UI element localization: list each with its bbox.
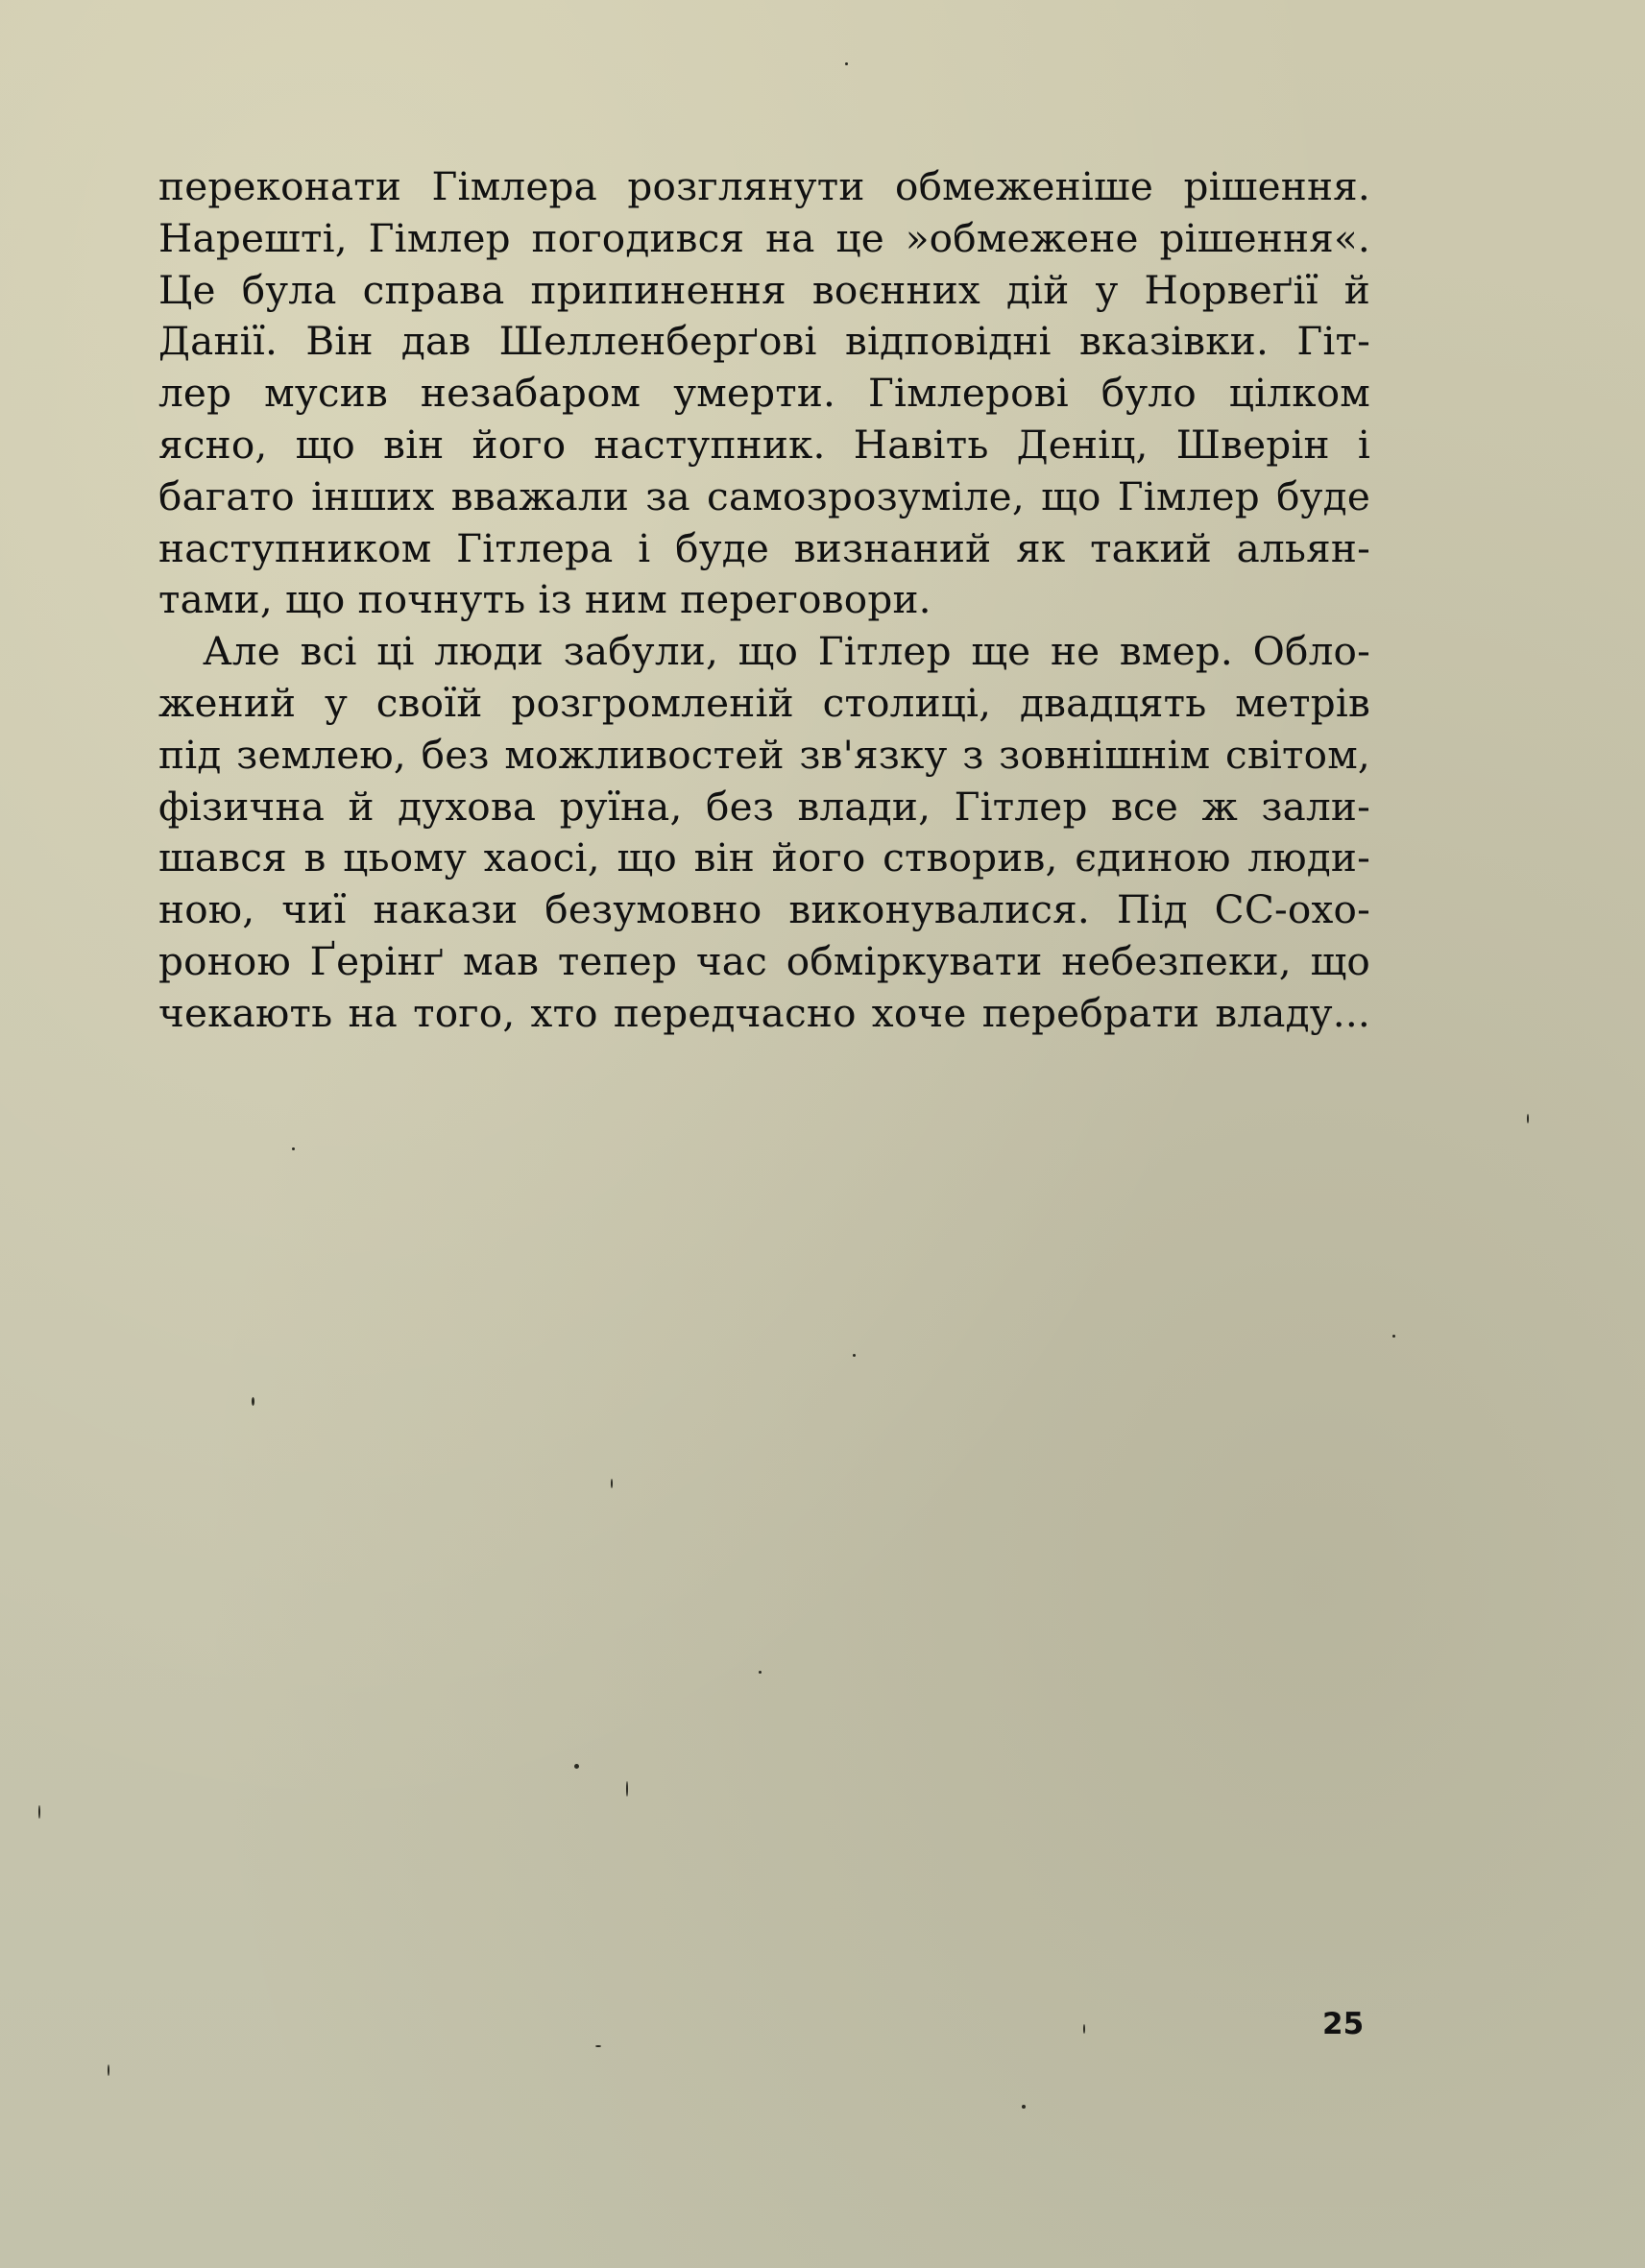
paper-speck [595, 2045, 601, 2047]
paper-speck [292, 1147, 295, 1150]
page-body [158, 161, 1370, 1040]
paper-speck [845, 62, 848, 65]
text-line: багато інших вважали за самозрозуміле, що Гімлер буде [158, 472, 1370, 519]
page-number: 25 [1322, 2007, 1365, 2041]
text-line: Данії. Він дав Шелленберґові відповідні вказівки. Гіт- [158, 318, 1370, 365]
paper-speck [108, 2064, 109, 2076]
paper-speck [38, 1805, 40, 1819]
paper-speck [574, 1764, 579, 1769]
text-line: шався в цьому хаосі, що він його створив, єдиною люди- [158, 834, 1370, 881]
text-line: переконати Гімлера розглянути обмеженіше рішення. [158, 163, 1370, 209]
text-line: Але всі ці люди забули, що Гітлер ще не вмер. Обло- [203, 628, 1370, 675]
text-line: наступником Гітлера і буде визнаний як такий альян- [158, 524, 1370, 571]
text-line: чекають на того, хто передчасно хоче перебрати владу... [158, 989, 1370, 1036]
text-line: лер мусив незабаром умерти. Гімлерові було цілком [158, 370, 1370, 417]
paper-speck [1392, 1335, 1395, 1338]
paper-speck [611, 1479, 613, 1488]
text-line: Це була справа припинення воєнних дій у Норвеґії й [158, 266, 1370, 313]
text-line: ясно, що він його наступник. Навіть Деніц, Шверін і [158, 421, 1370, 468]
text-line: ною, чиї накази безумовно виконувалися. Під СС-охо- [158, 886, 1370, 933]
text-line: тами, що почнуть із ним переговори. [158, 576, 931, 623]
paper-speck [1083, 2024, 1085, 2034]
text-line: під землею, без можливостей зв'язку з зовнішнім світом, [158, 731, 1370, 778]
paper-speck [252, 1397, 254, 1406]
text-line: роною Ґерінґ мав тепер час обміркувати небезпеки, що [158, 937, 1370, 984]
paper-speck [759, 1671, 762, 1674]
paper-speck [626, 1781, 628, 1797]
text-line: фізична й духова руїна, без влади, Гітлер все ж зали- [158, 783, 1370, 830]
paper-speck [1527, 1114, 1529, 1123]
text-line: жений у своїй розгромленій столиці, двадцять метрів [158, 679, 1370, 726]
paper-speck [853, 1354, 856, 1357]
text-line: Нарешті, Гімлер погодився на це »обмежене рішення«. [158, 214, 1370, 261]
paper-speck [1022, 2105, 1026, 2109]
